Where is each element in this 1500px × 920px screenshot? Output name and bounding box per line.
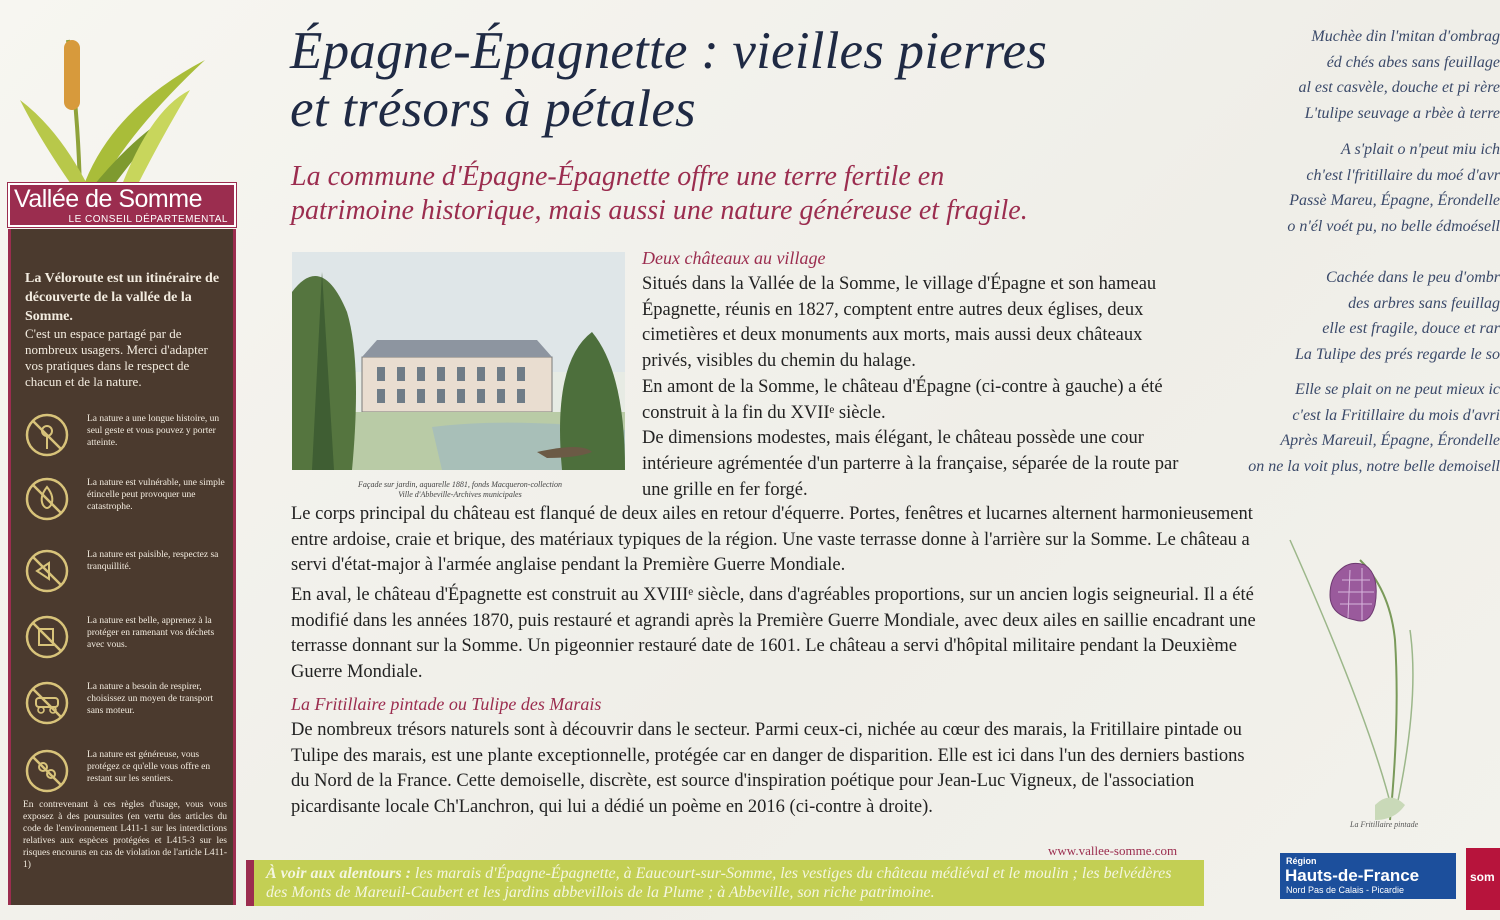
page-title <box>290 22 1190 138</box>
poem-line: al est casvèle, douche et pi rère <box>1298 79 1500 96</box>
poem-line: Cachée dans le peu d'ombr <box>1325 269 1500 286</box>
poem-line: L'tulipe seuvage a rbèe à terre <box>1304 104 1500 122</box>
poem-stanza-4 <box>1170 377 1500 479</box>
poem-line: c'est la Fritillaire du mois d'avri <box>1292 406 1500 424</box>
brand-name: Vallée de Somme <box>14 185 202 213</box>
poem-line: Muchèe din l'mitan d'ombrag <box>1311 28 1500 45</box>
reed-illustration <box>20 20 220 190</box>
rule-text: La nature est paisible, respectez sa tranquillité. <box>87 550 219 572</box>
rule-item <box>23 547 233 595</box>
nearby-attractions-label: À voir aux alentours : <box>266 865 411 882</box>
veloroute-intro <box>25 269 225 390</box>
brand-subtitle: LE CONSEIL DÉPARTEMENTAL <box>68 214 228 225</box>
region-name: Hauts-de-France <box>1285 866 1420 885</box>
fritillaria-illustration <box>1280 520 1450 830</box>
section-heading-fritillaire: La Fritillaire pintade ou Tulipe des Marais <box>291 694 602 714</box>
poem-line: Après Mareuil, Épagne, Érondelle <box>1280 432 1500 449</box>
poem-line: éd chés abes sans feuillage <box>1326 53 1500 71</box>
brand-logo <box>8 183 236 227</box>
region-kicker: Région <box>1286 856 1317 866</box>
image-caption <box>300 480 620 500</box>
chateau-watercolor-image <box>292 252 625 470</box>
nearby-attractions-list: les marais d'Épagne-Épagnette, à Eaucourt-sur-Somme, les vestiges du château médiéval et le moulin ; les belvédères des Monts de Mareuil-Caubert et les jardins abbevillois de la Plume ; à Abbeville, son riche patrimoine. <box>266 865 1172 901</box>
caption-line-1: Façade sur jardin, aquarelle 1881, fonds Macqueron-collection <box>358 480 562 489</box>
no-litter-icon <box>23 613 75 661</box>
rule-item <box>23 475 233 523</box>
paragraph-3: De dimensions modestes, mais élégant, le château possède une cour intérieure agrémentée d'un parterre à la française, séparée de la route par une grille en fer forgé. <box>642 428 1179 500</box>
poem-stanza-3 <box>1170 265 1500 367</box>
paragraph-1: Situés dans la Vallée de la Somme, le village d'Épagne et son hameau Épagnette, réunis en 1827, comptent entre autres deux églises, deux cimetières et deux monuments aux morts, mais aussi deux châteaux privés, visibles du chemin du halage. <box>642 274 1157 372</box>
no-noise-icon <box>23 547 75 595</box>
flower-caption: La Fritillaire pintade <box>1350 820 1419 829</box>
region-subtitle: Nord Pas de Calais - Picardie <box>1286 885 1405 895</box>
poem-line: ch'est l'fritillaire du moé d'avr <box>1306 166 1500 184</box>
paragraph-5: En aval, le château d'Épagnette est construit au XVIIIᵉ siècle, dans d'agréables proportions, sur un ancien logis seigneurial. Il a été modifié dans les années 1870, puis restauré et agrandi après la Première Guerre Mondiale, avec deux ailes en saillie encadrant une terrasse donnant sur la Somme. Un pigeonnier restauré date de 1601. Le château a servi d'hôpital militaire pendant la Deuxième Guerre Mondiale. <box>291 585 1256 683</box>
paragraph-4: Le corps principal du château est flanqué de deux ailes en retour d'équerre. Portes, fenêtres et lucarnes alternent harmonieusement entre ardoise, craie et brique, des matériaux typiques de la région. Une vaste terrasse donne à l'arrière sur la Somme. Le château a servi d'état-major à l'armée anglaise pendant la Première Guerre Mondiale. <box>291 504 1253 576</box>
dept-logo-text: som <box>1470 870 1495 884</box>
title-line-1: Épagne-Épagnette : vieilles pierres <box>290 22 1048 80</box>
rule-item <box>23 679 233 727</box>
hauts-de-france-logo <box>1280 853 1456 899</box>
poem-line: des arbres sans feuillag <box>1348 294 1500 312</box>
legal-notice: En contrevenant à ces règles d'usage, vous vous exposez à des poursuites (en vertu des articles du code de l'environnement L411-1 sur les interdictions relatives aux espèces protégées et L415-3 sur les risques encourus en cas de violation de l'article L411-1) <box>23 800 227 870</box>
poem-stanza-2 <box>1170 137 1500 239</box>
no-flower-picking-icon <box>23 411 75 459</box>
poem-line: A s'plait o n'peut miu ich <box>1341 141 1500 158</box>
veloroute-rules-panel <box>8 229 236 905</box>
section-heading-chateaux: Deux châteaux au village <box>642 248 826 268</box>
stay-on-path-icon <box>23 747 75 795</box>
poem-line: elle est fragile, douce et rar <box>1322 320 1500 337</box>
subtitle-line-2: patrimoine historique, mais aussi une nature généreuse et fragile. <box>291 195 1028 226</box>
rule-item <box>23 613 233 661</box>
paragraph-2: En amont de la Somme, le château d'Épagne (ci-contre à gauche) a été construit à la fin du XVIIᵉ siècle. <box>642 376 1163 423</box>
title-line-2: et trésors à pétales <box>290 80 696 138</box>
veloroute-intro-heading: La Véloroute est un itinéraire de découverte de la vallée de la Somme. <box>25 271 220 324</box>
no-fire-icon <box>23 475 75 523</box>
poem-line: o n'él voét pu, no belle édmoésell <box>1287 217 1500 235</box>
nearby-attractions-text <box>266 864 1196 902</box>
paragraph <box>642 272 1187 503</box>
rule-text: La nature est généreuse, vous protégez ce qu'elle vous offre en restant sur les sentiers. <box>87 750 211 784</box>
website-url: www.vallee-somme.com <box>1048 843 1178 858</box>
no-motor-vehicle-icon <box>23 679 75 727</box>
somme-department-logo <box>1466 848 1500 910</box>
caption-line-2: Ville d'Abbeville-Archives municipales <box>398 490 522 499</box>
rule-text: La nature est belle, apprenez à la protéger en ramenant vos déchets avec vous. <box>87 616 215 650</box>
page-subtitle <box>291 160 1171 228</box>
rule-item <box>23 411 233 459</box>
rule-item <box>23 747 233 795</box>
poem-line: Elle se plait on ne peut mieux ic <box>1295 381 1500 398</box>
paragraph-6: De nombreux trésors naturels sont à découvrir dans le secteur. Parmi ceux-ci, nichée au cœur des marais, la Fritillaire pintade ou Tulipe des marais, est une plante exceptionnelle, protégée car en danger de disparition. Elle est ici dans l'un des derniers bastions du Nord de la France. Cette demoiselle, discrète, est source d'inspiration poétique pour Jean-Luc Vigneux, de l'association picardisante locale Ch'Lanchron, qui lui a dédié un poème en 2016 (ci-contre à droite). <box>291 720 1245 818</box>
poem-line: Passè Mareu, Épagne, Érondelle <box>1289 192 1500 209</box>
poem-line: on ne la voit plus, notre belle demoisell <box>1248 457 1500 475</box>
veloroute-intro-text: C'est un espace partagé par de nombreux usagers. Merci d'adapter vos pratiques dans le respect de chacun et de la nature. <box>25 326 208 389</box>
rule-text: La nature a besoin de respirer, choisissez un moyen de transport sans moteur. <box>87 682 214 716</box>
poem-stanza-1 <box>1170 24 1500 126</box>
subtitle-line-1: La commune d'Épagne-Épagnette offre une terre fertile en <box>291 161 945 192</box>
poem-line: La Tulipe des prés regarde le so <box>1294 345 1500 363</box>
rule-text: La nature a une longue histoire, un seul geste et vous pouvez y porter atteinte. <box>87 414 220 448</box>
rule-text: La nature est vulnérable, une simple étincelle peut provoquer une catastrophe. <box>87 478 225 512</box>
nearby-attractions-banner <box>246 860 1204 906</box>
